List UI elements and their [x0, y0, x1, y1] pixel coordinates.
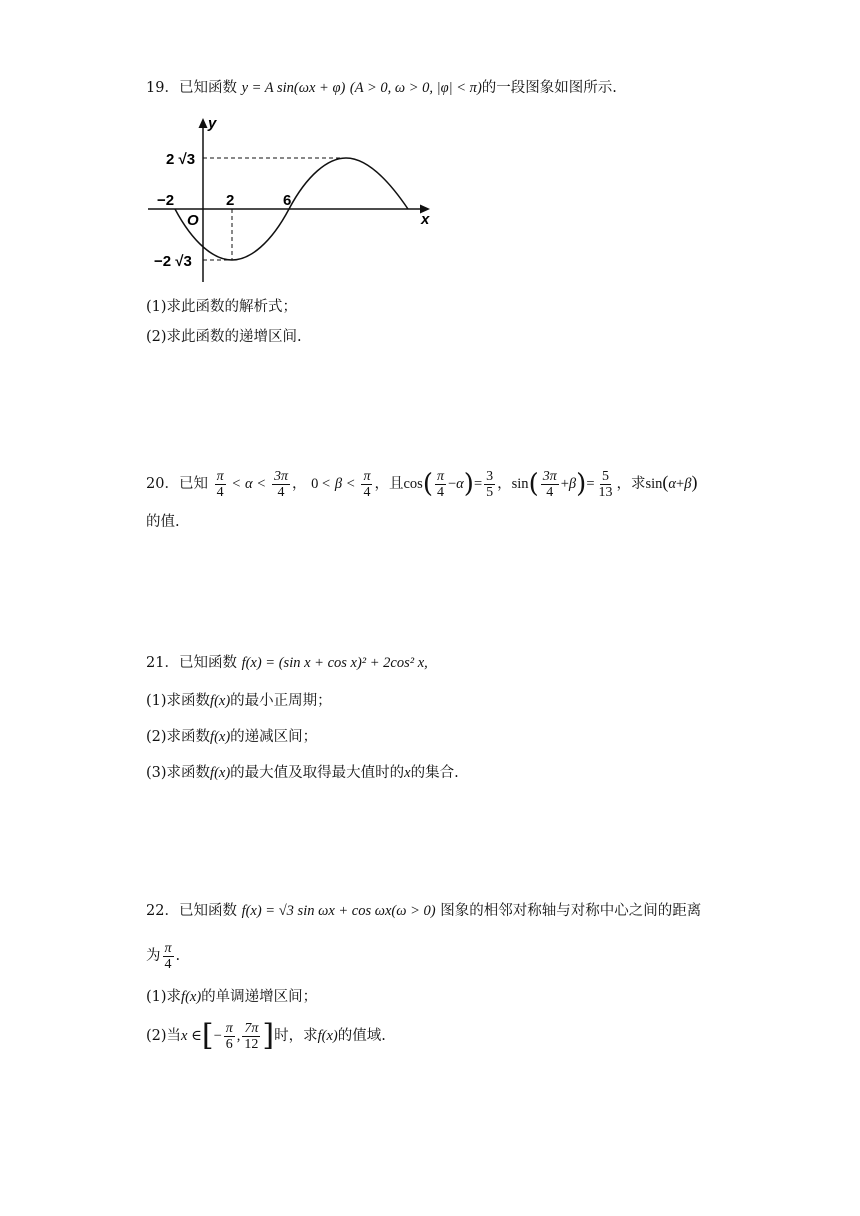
q22-stem — [146, 900, 701, 922]
q21-part1: (1)求函数f(x)的最小正周期； — [146, 693, 332, 709]
q22-lead: 已知函数 — [178, 903, 237, 919]
q19-conditions: (A > 0, ω > 0, |φ| < π) — [349, 80, 482, 96]
y-axis-arrow — [199, 118, 208, 128]
q20-frac-3-5: $\frac{3}{5}$ — [486, 468, 494, 500]
tick-label-6: 6 — [283, 192, 292, 209]
q19-part2: (2)求此函数的递增区间. — [146, 329, 302, 345]
q21-lead: 已知函数 — [178, 655, 237, 671]
q21-part2: (2)求函数f(x)的递减区间； — [146, 729, 318, 745]
tick-label-2: 2 — [226, 192, 235, 209]
q20-frac-pi-4: $\frac{\pi}{4}$ — [216, 468, 224, 500]
q22-frac-7pi-12: $\frac{7\pi}{12}$ — [244, 1020, 259, 1052]
q21-function: f(x) = (sin x + cos x)² + 2cos² x, — [241, 655, 428, 671]
q20-tail: 的值. — [146, 514, 180, 530]
q22-tail: 图象的相邻对称轴与对称中心之间的距离 — [440, 903, 702, 919]
y-axis-label: y — [208, 115, 217, 132]
q19-number: 19． — [146, 80, 179, 96]
q22-stem-cont: 为 $\frac{\pi}{4}$ . — [146, 940, 181, 972]
q19-function: y = A sin(ωx + φ) — [241, 80, 346, 96]
q22-frac-neg-pi-6: $\frac{\pi}{6}$ — [225, 1020, 233, 1052]
q19-sine-graph — [140, 112, 440, 287]
x-axis-label: x — [421, 211, 430, 228]
tick-label-neg2: −2 — [157, 192, 175, 209]
q19-stem — [146, 77, 617, 99]
q22-part1: (1)求f(x)的单调递增区间； — [146, 989, 318, 1005]
q19-tail: 的一段图象如图所示. — [481, 80, 617, 96]
q19-part1: (1)求此函数的解析式； — [146, 299, 298, 315]
origin-label: O — [187, 212, 199, 229]
q22-function: f(x) = √3 sin ωx + cos ωx(ω > 0) — [241, 903, 436, 919]
q20-frac-pi-4-b: $\frac{\pi}{4}$ — [363, 468, 371, 500]
max-value-label: 2 √3 — [166, 151, 196, 168]
q21-part3: (3)求函数f(x)的最大值及取得最大值时的x的集合. — [146, 765, 459, 781]
q22-part2: (2)当x ∈[− $\frac{\pi}{6}$ , $\frac{7\pi}{12}$ ]时，求f(x)的值域. — [146, 1018, 386, 1053]
q20-number: 20． — [146, 476, 179, 492]
q20-stem: 20．已知 $\frac{\pi}{4}$ < α < $\frac{3\pi}{4}$ ， 0 < β < $\frac{\pi}{4}$ ，且cos( $\frac{\pi}{4}$ −α)= $\frac{3}{5}$ ，sin( $\frac{3\pi}{4}$ +β)= $\frac{5}{13}$ ，求sin(α+β) — [146, 468, 698, 500]
q20-frac-5-13: $\frac{5}{13}$ — [598, 468, 613, 500]
q20-frac-3pi-4: $\frac{3\pi}{4}$ — [274, 468, 289, 500]
q21-stem — [146, 652, 428, 674]
q20-lead: 已知 — [178, 476, 208, 492]
q22-frac-pi-4: $\frac{\pi}{4}$ — [164, 940, 172, 972]
q22-number: 22． — [146, 903, 179, 919]
q19-lead: 已知函数 — [178, 80, 237, 96]
min-value-label: −2 √3 — [154, 253, 192, 270]
q21-number: 21． — [146, 655, 179, 671]
